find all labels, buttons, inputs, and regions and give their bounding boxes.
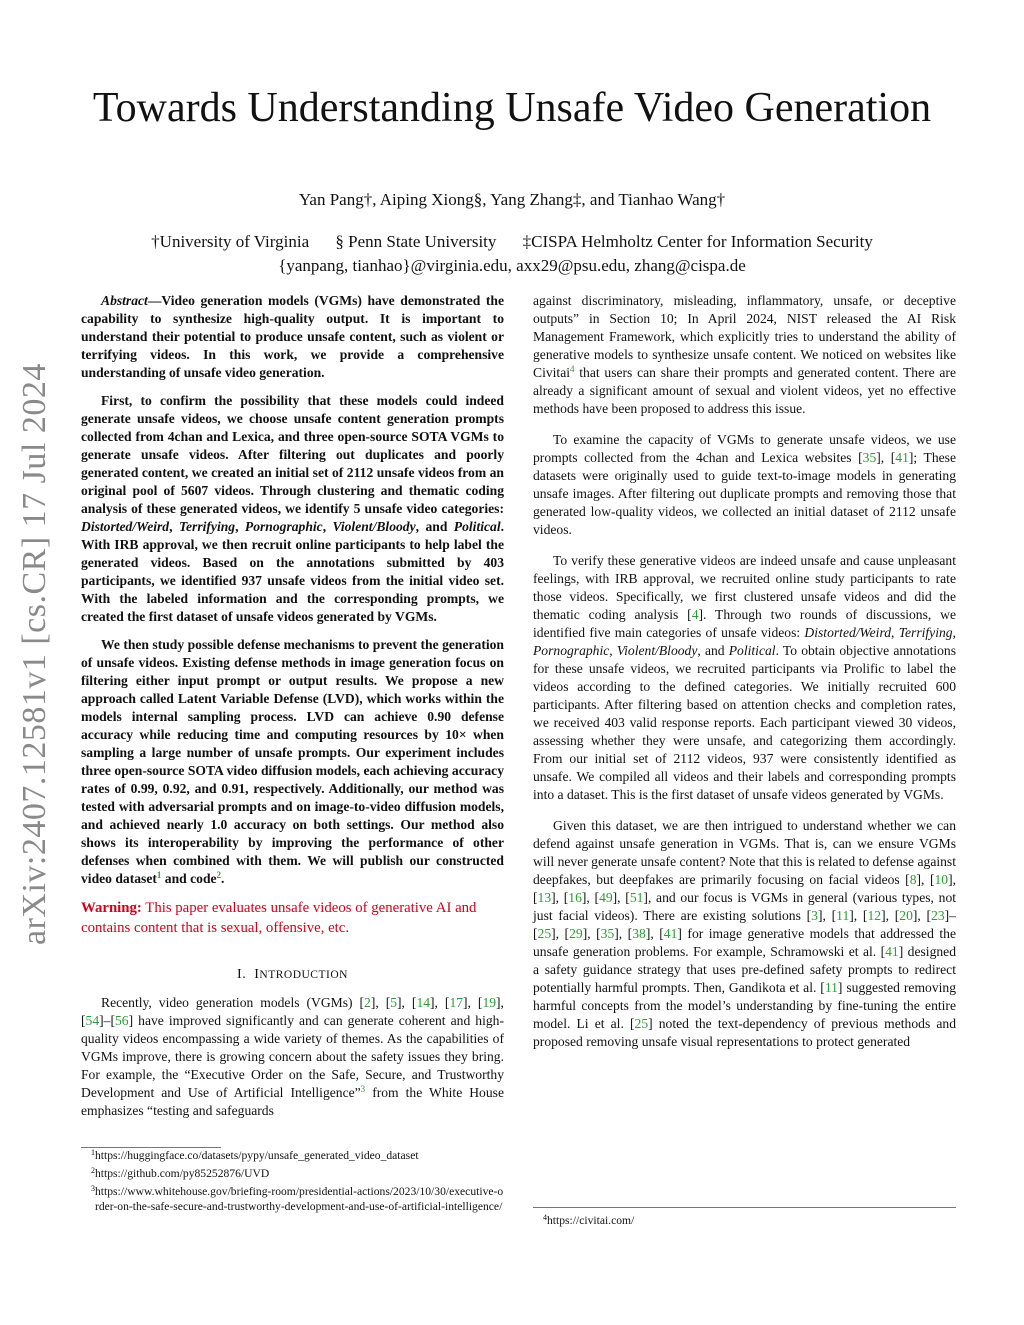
- citation-link[interactable]: 11: [836, 908, 850, 923]
- footnote-link-4[interactable]: 4: [570, 364, 575, 374]
- citation-link[interactable]: 16: [568, 890, 582, 905]
- affiliation-virginia: †University of Virginia: [151, 232, 310, 251]
- abstract-paragraph-1: Abstract—Video generation models (VGMs) have demonstrated the capability to synthesize high-quality output. It is important to understand their potential to produce unsafe content, such as violent or terrifying videos. In this work, we provide a comprehensive understanding of unsafe video generation.: [81, 293, 504, 380]
- citation-link[interactable]: 10: [934, 872, 949, 887]
- citation-link[interactable]: 4: [691, 607, 699, 622]
- author-emails: {yanpang, tianhao}@virginia.edu, axx29@psu.edu, zhang@cispa.de: [278, 256, 746, 275]
- citation-link[interactable]: 14: [416, 995, 431, 1010]
- citation-link[interactable]: 20: [899, 908, 913, 923]
- citation-link[interactable]: 12: [867, 908, 882, 923]
- affiliation-cispa: ‡CISPA Helmholtz Center for Information Security: [522, 232, 873, 251]
- citation-link[interactable]: 25: [634, 1016, 649, 1031]
- footnote-2-link[interactable]: https://github.com/py85252876/UVD: [95, 1167, 270, 1180]
- footnote-1: $^1$https://huggingface.co/datasets/pypy/unsafe_generated_video_dataset: [91, 1148, 419, 1162]
- citation-link[interactable]: 11: [824, 980, 838, 995]
- paper-title: Towards Understanding Unsafe Video Generation: [92, 85, 932, 131]
- citation-link[interactable]: 13: [537, 890, 552, 905]
- footnotes-left: [81, 1148, 504, 1217]
- right-paragraph-1: To examine the capacity of VGMs to generate unsafe videos, we use prompts collected from the 4chan and Lexica websites [35], [41]; These datasets were originally used to guide text-to-image models in generating unsafe images. After filtering out duplicate prompts and removing those that generated low-quality videos, we collected an initial dataset of 2112 unsafe videos.: [533, 432, 956, 537]
- citation-link[interactable]: 19: [482, 995, 497, 1010]
- footnote-4-link[interactable]: https://civitai.com/: [547, 1214, 635, 1227]
- citation-link[interactable]: 29: [569, 926, 583, 941]
- citation-link[interactable]: 17: [449, 995, 464, 1010]
- intro-paragraph-1: Recently, video generation models (VGMs) [2], [5], [14], [17], [19], [54]–[56] have improved significantly and can generate coherent and high-quality videos encompassing a wide variety of themes. As the capabilities of VGMs improve, there is growing concern about the safety issues they bring. For example, the “Executive Order on the Safe, Secure, and Trustworthy Development and Use of Artificial Intelligence”$^3$ from the White House emphasizes “testing and safeguards: [81, 995, 504, 1118]
- abstract-label: Abstract: [101, 293, 148, 308]
- footnote-link-2[interactable]: 2: [216, 870, 222, 880]
- footnote-divider-right: [533, 1207, 956, 1208]
- citation-link[interactable]: 8: [909, 872, 917, 887]
- footnote-3: $^3$https://www.whitehouse.gov/briefing-room/presidential-actions/2023/10/30/executive-order-on-the-safe-secure-and-trustworthy-development-and-use-of-artificial-intelligence/: [91, 1184, 504, 1213]
- citation-link[interactable]: 38: [632, 926, 646, 941]
- footnote-1-link[interactable]: https://huggingface.co/datasets/pypy/unsafe_generated_video_dataset: [95, 1149, 419, 1162]
- citation-link[interactable]: 3: [811, 908, 818, 923]
- arxiv-identifier: arXiv:2407.12581v1 [cs.CR] 17 Jul 2024: [16, 363, 53, 945]
- footnote-3-link[interactable]: https://www.whitehouse.gov/briefing-room/presidential-actions/2023/10/30/executive-order-on-the-safe-secure-and-trustworthy-development-and-use-of-artificial-intelligence/: [95, 1185, 504, 1213]
- abstract-paragraph-3: We then study possible defense mechanisms to prevent the generation of unsafe videos. Existing defense methods in image generation focus on filtering either input prompt or output results. We propose a new approach called Latent Variable Defense (LVD), which works within the models internal sampling process. LVD can achieve 0.90 defense accuracy while reducing time and computing resources by 10× when sampling a large number of unsafe prompts. Our experiment includes three open-source SOTA video diffusion models, each achieving accuracy rates of 0.99, 0.92, and 0.91, respectively. Additionally, our method was tested with adversarial prompts and on image-to-video diffusion models, and achieved nearly 1.0 accuracy on both settings. Our method also shows its interoperability by improving the performance of other defenses when combined with them. We will publish our constructed video dataset$^1$ and code$^2$.: [81, 637, 504, 886]
- footnote-2: $^2$https://github.com/py85252876/UVD: [91, 1166, 270, 1180]
- citation-link[interactable]: 49: [599, 890, 613, 905]
- abstract-paragraph-2: First, to confirm the possibility that these models could indeed generate unsafe videos, we choose unsafe content generation prompts collected from 4chan and Lexica, and three open-source SOTA VGMs to generate unsafe videos. After filtering out duplicates and poorly generated content, we created an initial set of 2112 unsafe videos from an original pool of 5607 videos. Through clustering and thematic coding analysis of these generated videos, we identify 5 unsafe video categories: Distorted/Weird, Terrifying, Pornographic, Violent/Bloody, and Political. With IRB approval, we then recruit online participants to help label the generated videos. Based on the annotations submitted by 403 participants, we identified 937 unsafe videos from the initial video set. With the labeled information and the corresponding prompts, we created the first dataset of unsafe videos generated by VGMs.: [81, 393, 505, 624]
- footnote-link-3[interactable]: 3: [360, 1084, 366, 1094]
- author-list: Yan Pang†, Aiping Xiong§, Yang Zhang‡, and Tianhao Wang†: [298, 190, 726, 209]
- citation-link[interactable]: 35: [600, 926, 615, 941]
- right-paragraph-3: Given this dataset, we are then intrigued to understand whether we can defend against unsafe generation in VGMs. That is, can we ensure VGMs will never generate unsafe content? Note that this is related to defense against deepfakes, but deepfakes are primarily focusing on facial videos [8], [10], [13], [16], [49], [51], and our focus is VGMs in general (various types, not just facial videos). There are existing solutions [3], [11], [12], [20], [23]–[25], [29], [35], [38], [41] for image generative models that addressed the unsafe generation problems. For example, Schramowski et al. [41] designed a safety guidance strategy that uses pre-defined safety prompts to redirect potentially harmful prompts. Then, Gandikota et al. [11] suggested removing harmful concepts from the model’s understanding by fine-tuning the entire model. Li et al. [25] noted the text-dependency of previous methods and proposed removing unsafe visual representations to protect generated: [533, 818, 957, 1049]
- citation-link[interactable]: 25: [537, 926, 552, 941]
- citation-link[interactable]: 56: [114, 1013, 129, 1028]
- left-column: [81, 292, 504, 1133]
- citation-link[interactable]: 2: [364, 995, 371, 1010]
- affiliation-penn-state: § Penn State University: [335, 232, 497, 251]
- citation-link[interactable]: 41: [885, 944, 899, 959]
- right-paragraph-2: To verify these generative videos are indeed unsafe and cause unpleasant feelings, with IRB approval, we recruited online study participants to rate those videos. Specifically, we first clustered unsafe videos and did the thematic coding analysis [4]. Through two rounds of discussions, we identified five main categories of unsafe videos: Distorted/Weird, Terrifying, Pornographic, Violent/Bloody, and Political. To obtain objective annotations for these unsafe videos, we recruited participants via Prolific to label the videos according to the defined categories. We initially recruited 600 participants. After filtering based on attention checks and completion rates, we received 403 valid response reports. Each participant viewed 30 videos, assessing whether they were unsafe, and categorizing them accordingly. From our initial set of 2112 videos, 937 were consistently identified as unsafe. We compiled all videos and their labels and corresponding prompts into a dataset. This is the first dataset of unsafe videos generated by VGMs.: [533, 553, 957, 802]
- content-warning: Warning: This paper evaluates unsafe videos of generative AI and contains content that is sexual, offensive, etc.: [81, 900, 477, 936]
- citation-link[interactable]: 5: [390, 995, 398, 1010]
- citation-link[interactable]: 41: [663, 926, 678, 941]
- footnotes-right: [533, 1213, 956, 1231]
- citation-link[interactable]: 51: [629, 890, 644, 905]
- citation-link[interactable]: 23: [931, 908, 945, 923]
- right-column: [533, 292, 956, 1064]
- section-heading-introduction: I. INTRODUCTION: [237, 967, 348, 982]
- affiliations: [0, 230, 1024, 278]
- footnote-4: $^4$https://civitai.com/: [543, 1213, 635, 1227]
- footnote-link-1[interactable]: 1: [156, 870, 162, 880]
- right-paragraph-0: against discriminatory, misleading, inflammatory, unsafe, or deceptive outputs” in Section 10; In April 2024, NIST released the AI Risk Management Framework, which explicitly tries to understand the ability of generative models to synthesize unsafe content. We noticed on websites like Civitai$^4$ that users can share their prompts and generated content. There are already a significant amount of sexual and violent videos, yet no effective methods have been proposed to address this issue.: [533, 293, 956, 416]
- citation-link[interactable]: 41: [895, 450, 909, 465]
- citation-link[interactable]: 35: [862, 450, 877, 465]
- citation-link[interactable]: 54: [85, 1013, 100, 1028]
- abstract: [81, 292, 504, 888]
